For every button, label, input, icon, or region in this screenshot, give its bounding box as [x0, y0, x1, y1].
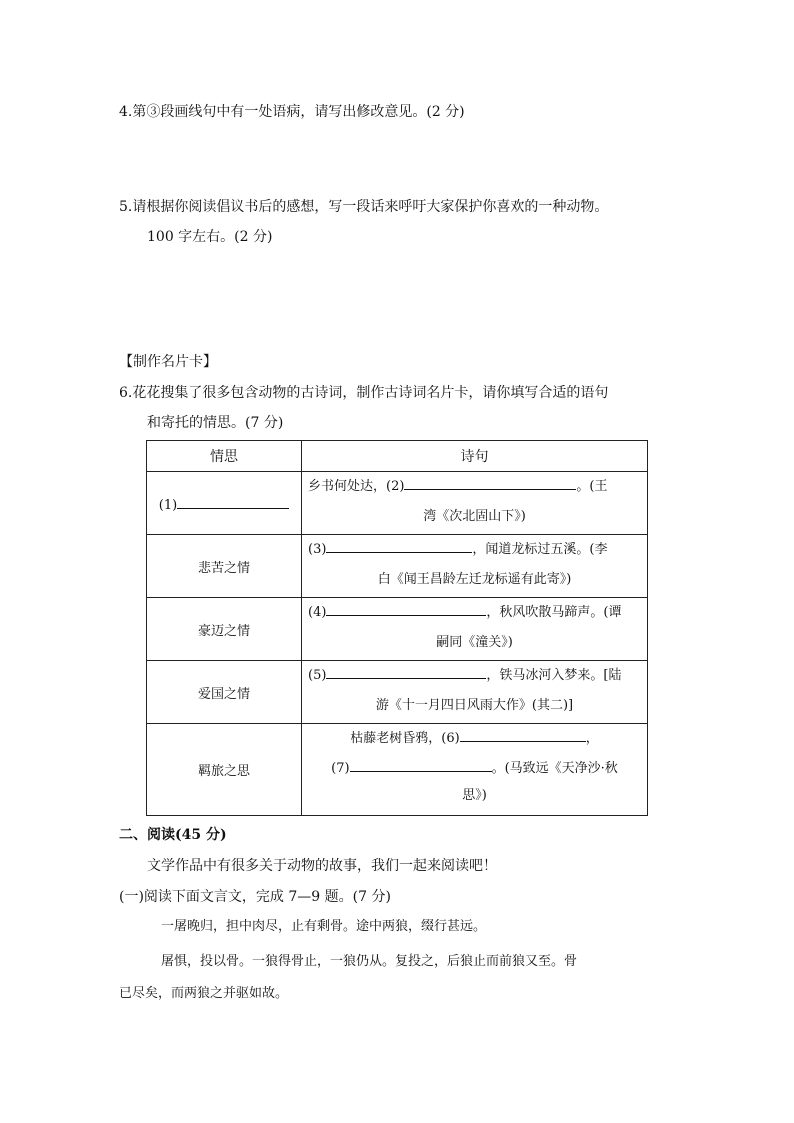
emotion-cell: (1)	[147, 472, 302, 535]
answer-blank-4[interactable]	[326, 600, 486, 616]
table-header-row	[147, 441, 648, 472]
answer-blank-1[interactable]	[177, 493, 289, 509]
header-verse: 诗句	[302, 441, 648, 472]
reading-heading: 二、阅读(45 分)	[119, 827, 227, 843]
table-row	[147, 661, 648, 724]
emotion-cell: 爱国之情	[147, 661, 302, 724]
reading-intro: 文学作品中有很多关于动物的故事，我们一起来阅读吧！	[147, 858, 497, 874]
question-6-line1: 6.花花搜集了很多包含动物的古诗词，制作古诗词名片卡，请你填写合适的语句	[119, 385, 609, 401]
question-5-line1: 5.请根据你阅读倡议书后的感想，写一段话来呼吁大家保护你喜欢的一种动物。	[119, 199, 609, 215]
table-row	[147, 598, 648, 661]
poem-card-table	[146, 440, 648, 816]
emotion-cell: 羁旅之思	[147, 724, 302, 816]
reading-sub-heading: (一)阅读下面文言文，完成 7—9 题。(7 分)	[119, 889, 391, 905]
classical-text-para2-line2: 已尽矣，而两狼之并驱如故。	[119, 986, 289, 1001]
classical-text-para2-line1: 屠惧，投以骨。一狼得骨止，一狼仍从。复投之，后狼止而前狼又至。骨	[161, 954, 578, 969]
question-5-line2: 100 字左右。(2 分)	[147, 229, 273, 245]
answer-blank-3[interactable]	[326, 537, 472, 553]
header-emotion: 情思	[147, 441, 302, 472]
answer-blank-6[interactable]	[460, 726, 586, 742]
question-6-line2: 和寄托的情思。(7 分)	[147, 415, 284, 431]
verse-cell: 乡书何处达，(2) 。(王 湾《次北固山下》)	[302, 472, 648, 535]
answer-blank-2[interactable]	[404, 474, 576, 490]
verse-cell: (3) ，闻道龙标过五溪。(李 白《闻王昌龄左迁龙标遥有此寄》)	[302, 535, 648, 598]
section-card-heading: 【制作名片卡】	[119, 354, 217, 370]
emotion-cell: 豪迈之情	[147, 598, 302, 661]
emotion-cell: 悲苦之情	[147, 535, 302, 598]
answer-blank-7[interactable]	[350, 756, 492, 772]
table-row	[147, 724, 648, 816]
verse-cell: (4) ，秋风吹散马蹄声。(谭 嗣同《潼关》)	[302, 598, 648, 661]
answer-blank-5[interactable]	[326, 663, 486, 679]
verse-cell: 枯藤老树昏鸦，(6) ， (7) 。(马致远《天净沙·秋 思》)	[302, 724, 648, 816]
table-row	[147, 535, 648, 598]
classical-text-para1: 一屠晚归，担中肉尽，止有剩骨。途中两狼，缀行甚远。	[161, 919, 487, 934]
question-4: 4.第③段画线句中有一处语病，请写出修改意见。(2 分)	[119, 104, 465, 120]
table-row	[147, 472, 648, 535]
verse-cell: (5) ，铁马冰河入梦来。[陆 游《十一月四日风雨大作》(其二)]	[302, 661, 648, 724]
